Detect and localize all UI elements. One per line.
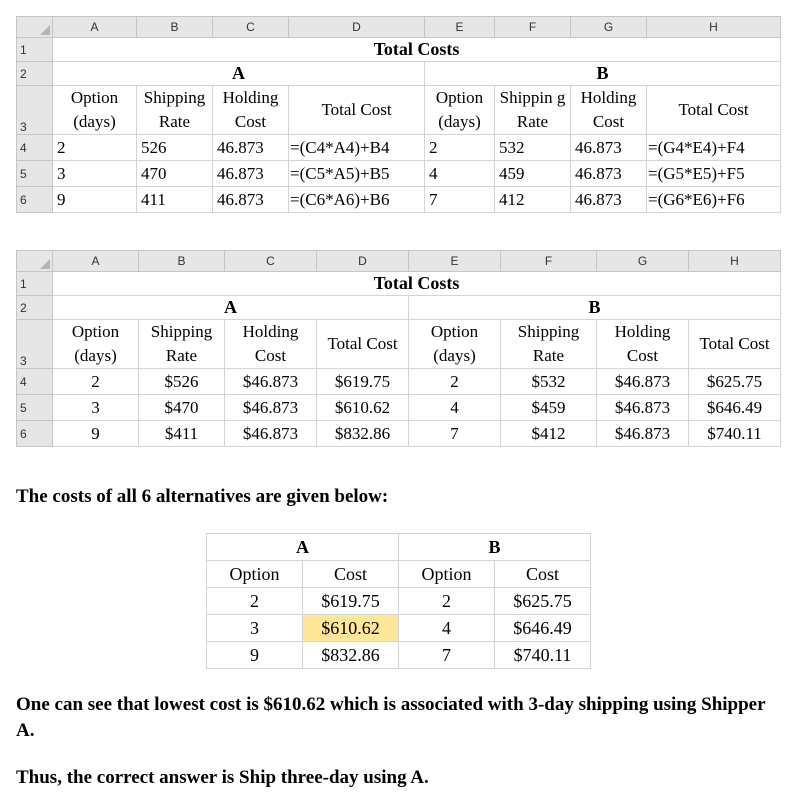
summary-header-cost: Cost (303, 561, 399, 588)
summary-option: 7 (399, 642, 495, 669)
select-all-corner[interactable] (17, 17, 53, 38)
column-header[interactable]: F (501, 251, 597, 272)
row-header[interactable]: 4 (17, 369, 53, 395)
sheet-title[interactable]: Total Costs (53, 38, 781, 62)
cell-option[interactable]: 3 (53, 161, 137, 187)
cell-total-cost-formula[interactable]: =(C6*A6)+B6 (289, 187, 425, 213)
cell-total-cost-formula[interactable]: =(C5*A5)+B5 (289, 161, 425, 187)
cell-total-cost-formula[interactable]: =(G5*E5)+F5 (647, 161, 781, 187)
header-total-cost[interactable]: Total Cost (647, 86, 781, 135)
header-total-cost[interactable]: Total Cost (289, 86, 425, 135)
column-header[interactable]: F (495, 17, 571, 38)
cell-holding-cost[interactable]: 46.873 (213, 187, 289, 213)
summary-cost: $625.75 (495, 588, 591, 615)
conclusion-text: One can see that lowest cost is $610.62 which is associated with 3-day shipping using Shipper A. (16, 694, 766, 741)
cell-shipping-rate[interactable]: 526 (137, 135, 213, 161)
row-header[interactable]: 3 (17, 86, 53, 135)
summary-cost-lowest-highlighted: $610.62 (303, 615, 399, 642)
summary-option: 9 (207, 642, 303, 669)
cell-total-cost[interactable]: $625.75 (689, 369, 781, 395)
row-header[interactable]: 3 (17, 320, 53, 369)
header-holding-cost[interactable]: Holding Cost (571, 86, 647, 135)
cell-holding-cost[interactable]: $46.873 (597, 421, 689, 447)
cell-holding-cost[interactable]: $46.873 (597, 369, 689, 395)
cell-option[interactable]: 2 (53, 135, 137, 161)
table-row (17, 161, 781, 187)
cell-shipping-rate[interactable]: $532 (501, 369, 597, 395)
row-header[interactable]: 5 (17, 395, 53, 421)
column-header[interactable]: E (425, 17, 495, 38)
cell-total-cost[interactable]: $740.11 (689, 421, 781, 447)
summary-header-cost: Cost (495, 561, 591, 588)
cell-shipping-rate[interactable]: 470 (137, 161, 213, 187)
header-option-days[interactable]: Option (days) (409, 320, 501, 369)
summary-option: 2 (399, 588, 495, 615)
row-header[interactable]: 1 (17, 38, 53, 62)
cell-total-cost[interactable]: $832.86 (317, 421, 409, 447)
cell-shipping-rate[interactable]: 412 (495, 187, 571, 213)
cell-option[interactable]: 7 (409, 421, 501, 447)
summary-option: 3 (207, 615, 303, 642)
select-all-corner[interactable] (17, 251, 53, 272)
header-shipping-rate[interactable]: Shipping Rate (139, 320, 225, 369)
column-header[interactable]: B (139, 251, 225, 272)
cell-shipping-rate[interactable]: $470 (139, 395, 225, 421)
cell-holding-cost[interactable]: 46.873 (571, 135, 647, 161)
summary-cost: $832.86 (303, 642, 399, 669)
cell-holding-cost[interactable]: $46.873 (597, 395, 689, 421)
header-holding-cost[interactable]: Holding Cost (597, 320, 689, 369)
summary-cost: $619.75 (303, 588, 399, 615)
row-header[interactable]: 6 (17, 187, 53, 213)
table-row (207, 588, 591, 615)
table-row (17, 187, 781, 213)
cell-shipping-rate[interactable]: 532 (495, 135, 571, 161)
column-header[interactable]: E (409, 251, 501, 272)
formula-spreadsheet (16, 16, 781, 213)
column-header[interactable]: A (53, 17, 137, 38)
sheet-title[interactable]: Total Costs (53, 272, 781, 296)
cell-shipping-rate[interactable]: $459 (501, 395, 597, 421)
header-holding-cost[interactable]: Holding Cost (225, 320, 317, 369)
summary-group-a: A (207, 534, 399, 561)
cell-total-cost[interactable]: $646.49 (689, 395, 781, 421)
summary-cost: $740.11 (495, 642, 591, 669)
cell-total-cost[interactable]: $619.75 (317, 369, 409, 395)
summary-group-b: B (399, 534, 591, 561)
row-header[interactable]: 4 (17, 135, 53, 161)
cell-holding-cost[interactable]: 46.873 (213, 135, 289, 161)
header-shipping-rate[interactable]: Shipping Rate (137, 86, 213, 135)
summary-table (206, 533, 591, 669)
column-header[interactable]: H (689, 251, 781, 272)
column-header[interactable]: D (317, 251, 409, 272)
column-header[interactable]: C (213, 17, 289, 38)
column-header[interactable]: D (289, 17, 425, 38)
row-header[interactable]: 5 (17, 161, 53, 187)
column-header[interactable]: A (53, 251, 139, 272)
cell-total-cost-formula[interactable]: =(G6*E6)+F6 (647, 187, 781, 213)
header-holding-cost[interactable]: Holding Cost (213, 86, 289, 135)
cell-option[interactable]: 3 (53, 395, 139, 421)
cell-shipping-rate[interactable]: $526 (139, 369, 225, 395)
row-header[interactable]: 2 (17, 296, 53, 320)
intro-text: The costs of all 6 alternatives are given below: (16, 486, 389, 507)
header-shipping-rate[interactable]: Shippin g Rate (495, 86, 571, 135)
cell-shipping-rate[interactable]: $411 (139, 421, 225, 447)
group-a-label[interactable]: A (53, 296, 409, 320)
header-total-cost[interactable]: Total Cost (317, 320, 409, 369)
table-row (17, 369, 781, 395)
header-total-cost[interactable]: Total Cost (689, 320, 781, 369)
cell-option[interactable]: 2 (409, 369, 501, 395)
cell-holding-cost[interactable]: 46.873 (571, 187, 647, 213)
row-header[interactable]: 6 (17, 421, 53, 447)
cell-holding-cost[interactable]: 46.873 (213, 161, 289, 187)
cell-shipping-rate[interactable]: 411 (137, 187, 213, 213)
cell-option[interactable]: 4 (409, 395, 501, 421)
group-b-label[interactable]: B (409, 296, 781, 320)
column-header[interactable]: C (225, 251, 317, 272)
values-spreadsheet (16, 250, 781, 447)
header-option-days[interactable]: Option (days) (53, 86, 137, 135)
summary-option: 4 (399, 615, 495, 642)
summary-header-option: Option (207, 561, 303, 588)
table-row (17, 421, 781, 447)
column-header[interactable]: H (647, 17, 781, 38)
answer-text: Thus, the correct answer is Ship three-day using A. (16, 767, 429, 788)
cell-option[interactable]: 9 (53, 187, 137, 213)
group-b-label[interactable]: B (425, 62, 781, 86)
cell-shipping-rate[interactable]: 459 (495, 161, 571, 187)
summary-option: 2 (207, 588, 303, 615)
cell-holding-cost[interactable]: 46.873 (571, 161, 647, 187)
cell-option[interactable]: 7 (425, 187, 495, 213)
table-row (17, 395, 781, 421)
cell-option[interactable]: 2 (425, 135, 495, 161)
cell-shipping-rate[interactable]: $412 (501, 421, 597, 447)
row-header[interactable]: 1 (17, 272, 53, 296)
cell-holding-cost[interactable]: $46.873 (225, 395, 317, 421)
cell-option[interactable]: 4 (425, 161, 495, 187)
table-row (17, 135, 781, 161)
group-a-label[interactable]: A (53, 62, 425, 86)
cell-holding-cost[interactable]: $46.873 (225, 421, 317, 447)
row-header[interactable]: 2 (17, 62, 53, 86)
header-option-days[interactable]: Option (days) (425, 86, 495, 135)
summary-header-option: Option (399, 561, 495, 588)
cell-holding-cost[interactable]: $46.873 (225, 369, 317, 395)
column-header[interactable]: G (597, 251, 689, 272)
cell-option[interactable]: 2 (53, 369, 139, 395)
table-row (207, 642, 591, 669)
column-header[interactable]: G (571, 17, 647, 38)
header-option-days[interactable]: Option (days) (53, 320, 139, 369)
summary-cost: $646.49 (495, 615, 591, 642)
cell-option[interactable]: 9 (53, 421, 139, 447)
column-header[interactable]: B (137, 17, 213, 38)
header-shipping-rate[interactable]: Shipping Rate (501, 320, 597, 369)
table-row (207, 615, 591, 642)
cell-total-cost[interactable]: $610.62 (317, 395, 409, 421)
cell-total-cost-formula[interactable]: =(C4*A4)+B4 (289, 135, 425, 161)
cell-total-cost-formula[interactable]: =(G4*E4)+F4 (647, 135, 781, 161)
